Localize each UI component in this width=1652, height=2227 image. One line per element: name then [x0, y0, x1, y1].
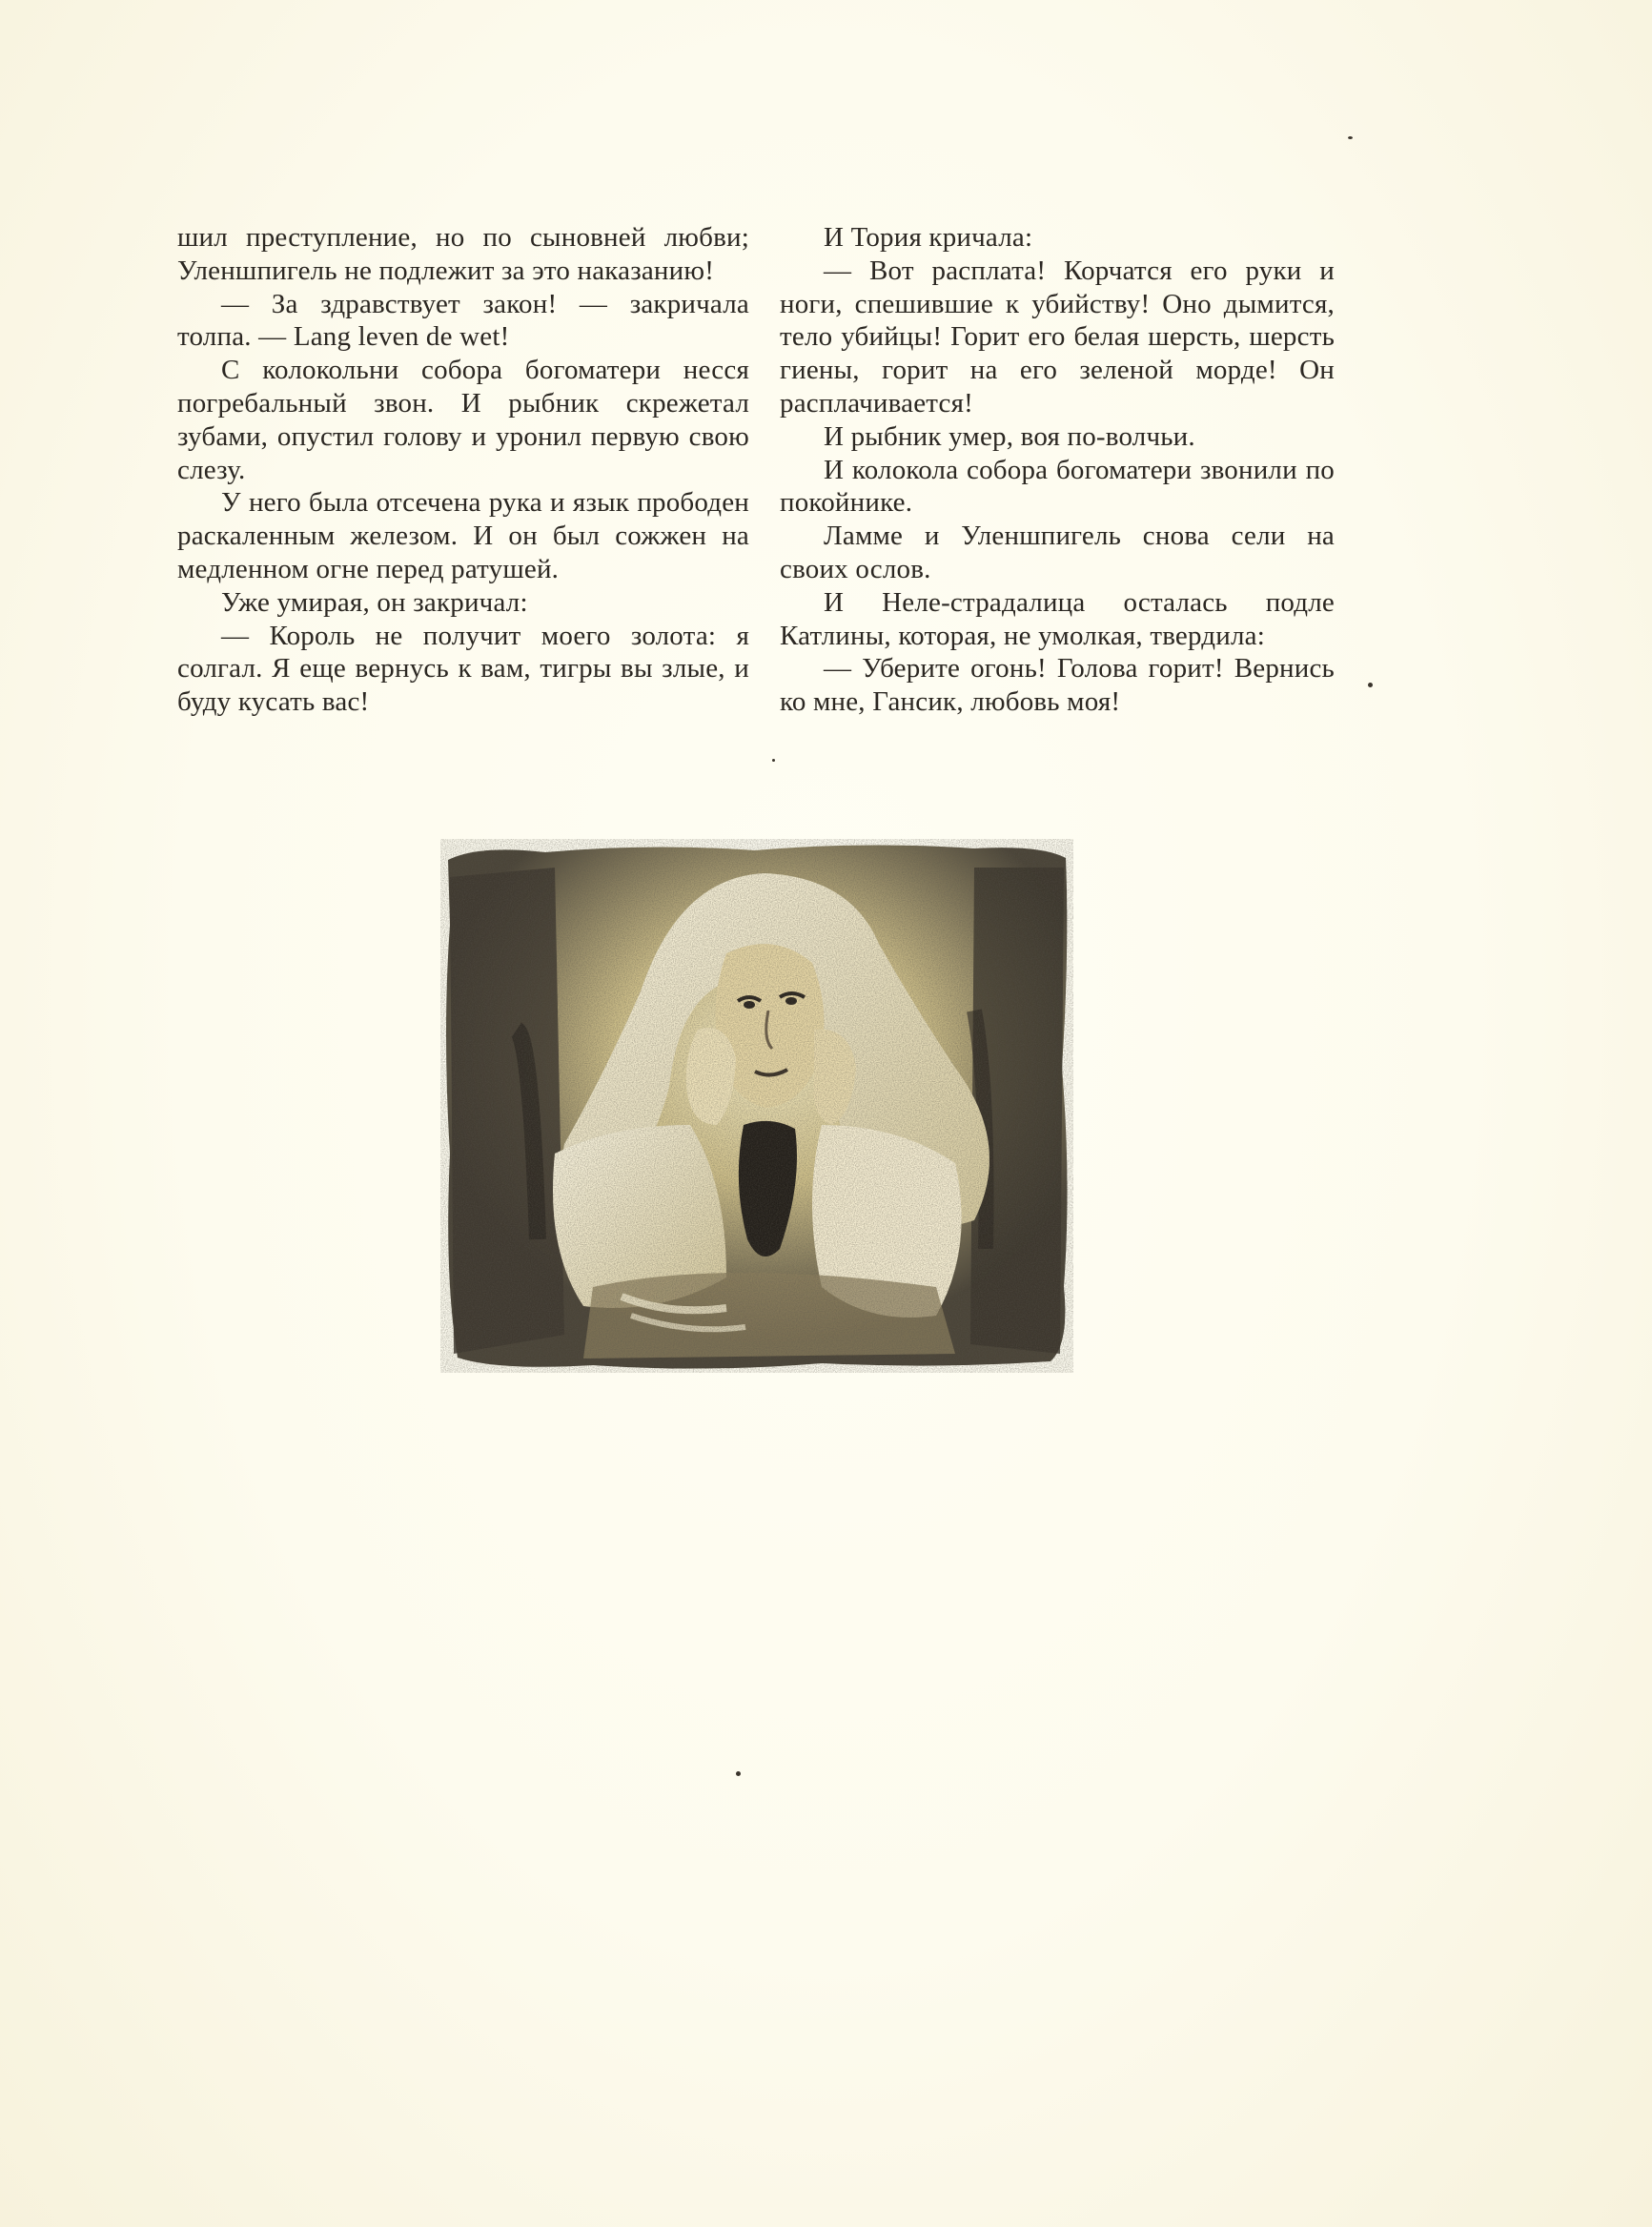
- paragraph: — Вот расплата! Корчатся его руки и ноги, спешившие к убийству! Оно дымится, тело убийцы! Горит его белая шерсть, шерсть гиены, горит на его зеленой морде! Он расплачивается!: [780, 255, 1335, 419]
- paragraph: Уже умирая, он закричал:: [221, 586, 528, 618]
- paragraph: И Неле-страдалица осталась подле Катлины, которая, не умолкая, твердила:: [780, 586, 1335, 651]
- paragraph: Ламме и Уленшпигель снова сели на своих ослов.: [780, 521, 1335, 584]
- paragraph: И Тория кричала:: [824, 222, 1033, 253]
- paragraph: шил преступление, но по сыновней любви; Уленшпигель не подлежит за это наказанию!: [177, 222, 749, 286]
- print-speck: [1368, 683, 1373, 687]
- paragraph: — За здравствует закон! — закричала толпа. — Lang leven de wet!: [177, 288, 749, 353]
- paragraph: С колокольни собора богоматери несся погребальный звон. И рыбник скрежетал зубами, опустил голову и уронил первую свою слезу.: [177, 355, 749, 485]
- left-text-column: [177, 221, 749, 719]
- paragraph: У него была отсечена рука и язык прободен раскаленным железом. И он был сожжен на медленном огне перед ратушей.: [177, 487, 749, 584]
- woman-with-headscarf-illustration-icon: [440, 839, 1073, 1373]
- paragraph: — Король не получит моего золота: я солгал. Я еще вернусь к вам, тигры вы злые, и буду кусать вас!: [177, 620, 749, 718]
- paragraph: — Уберите огонь! Голова горит! Вернись ко мне, Гансик, любовь моя!: [780, 653, 1335, 718]
- print-speck: [736, 1771, 741, 1776]
- print-speck: [772, 759, 775, 762]
- paragraph: И колокола собора богоматери звонили по покойнике.: [780, 454, 1335, 519]
- right-text-column: [780, 221, 1335, 719]
- print-speck: [1348, 136, 1353, 139]
- paragraph: И рыбник умер, воя по-волчьи.: [824, 420, 1195, 452]
